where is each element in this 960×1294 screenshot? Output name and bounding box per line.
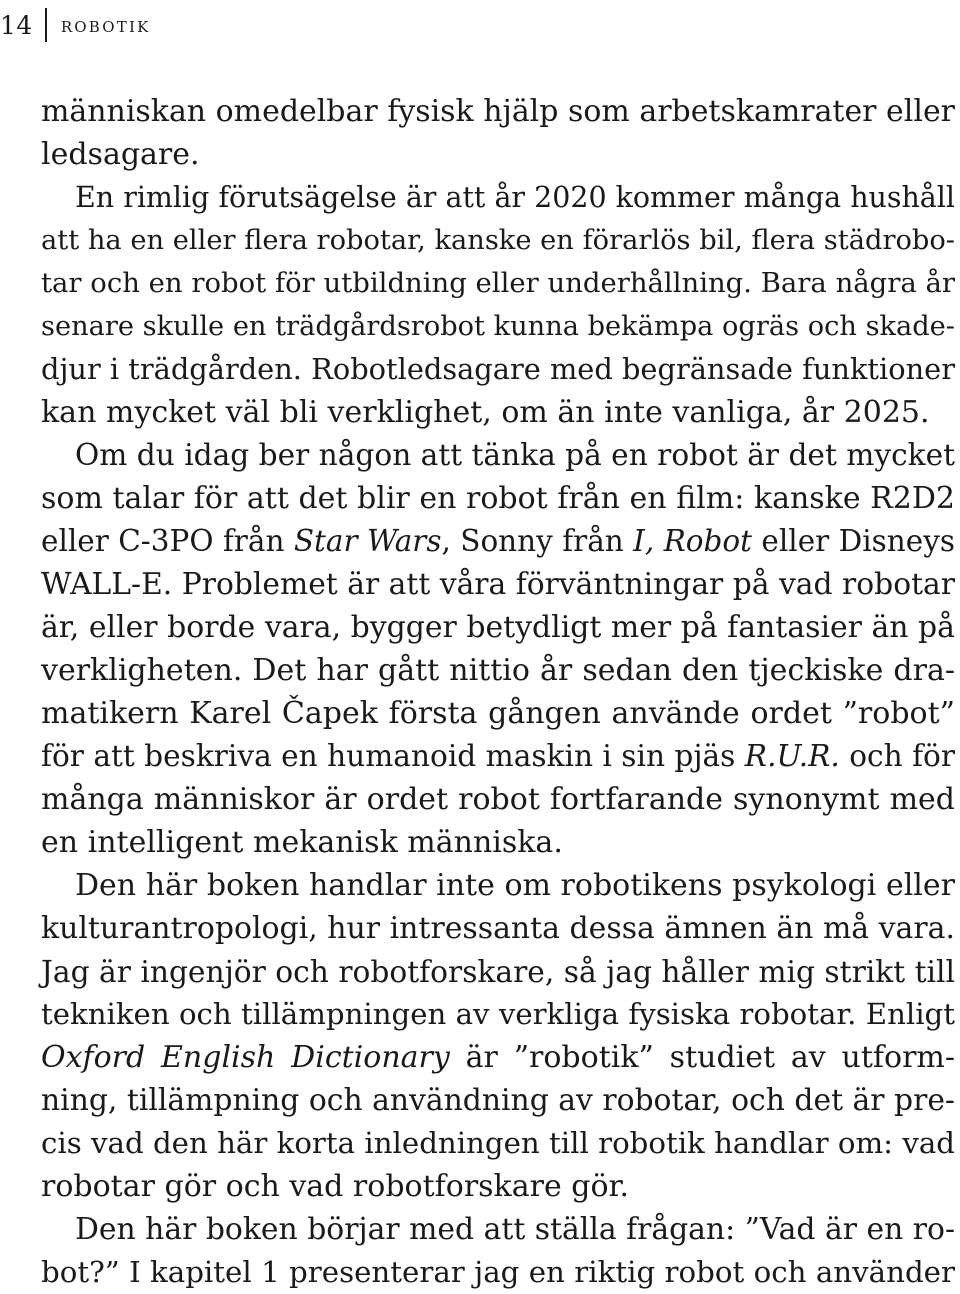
line-text: Jag är ingenjör och robotforskare, så jag håller mig strikt till — [41, 954, 956, 989]
line-text: Om du idag ber någon att tänka på en robot är det mycket — [75, 438, 956, 472]
body-text — [41, 90, 955, 1294]
text-line — [41, 778, 955, 821]
text-line — [41, 90, 955, 133]
text-line — [41, 864, 955, 907]
running-head-title: robotik — [60, 13, 151, 37]
running-head — [0, 8, 151, 42]
line-text: att ha en eller flera robotar, kanske en förarlös bil, flera städrobo- — [41, 225, 955, 256]
text-line — [41, 219, 955, 262]
line-text: tekniken och tillämpningen av verkliga fysiska robotar. Enligt — [41, 997, 955, 1031]
line-text: bot?” I kapitel 1 presenterar jag en riktig robot och använder — [41, 1255, 955, 1289]
italic-title-text: Star Wars — [293, 524, 442, 558]
line-text: är, eller borde vara, bygger betydligt mer på fantasier än på — [41, 610, 955, 645]
italic-title-text: Oxford English Dictionary — [41, 1040, 450, 1075]
text-line — [41, 692, 955, 735]
line-text: cis vad den här korta inledningen till robotik handlar om: vad — [41, 1126, 955, 1160]
text-line — [41, 649, 955, 692]
text-line — [41, 563, 955, 606]
text-line — [41, 735, 955, 778]
text-line — [41, 133, 955, 176]
line-text: kulturantropologi, hur intressanta dessa ämnen än må vara. — [41, 911, 955, 946]
text-line — [41, 907, 955, 950]
text-line — [41, 305, 955, 348]
text-line — [41, 434, 955, 477]
text-line — [41, 1251, 955, 1294]
text-line — [41, 520, 955, 563]
text-line — [41, 348, 955, 391]
text-line — [41, 1079, 955, 1122]
line-text: många människor är ordet robot fortfarande synonymt med — [41, 782, 955, 817]
line-text: En rimlig förutsägelse är att år 2020 kommer många hushåll — [75, 181, 955, 214]
line-text: tar och en robot för utbildning eller underhållning. Bara några år — [41, 267, 955, 299]
text-line — [41, 1208, 955, 1251]
page-number: 14 — [0, 10, 33, 40]
text-line — [41, 176, 955, 219]
line-text: för att beskriva en humanoid maskin i sin pjäs — [41, 739, 745, 773]
text-line — [41, 1165, 955, 1208]
line-text: , Sonny från — [441, 524, 634, 558]
line-text: Den här boken handlar inte om robotikens psykologi eller — [75, 868, 955, 903]
text-line — [41, 1036, 955, 1079]
line-text: en intelligent mekanisk människa. — [41, 825, 563, 860]
text-line — [41, 606, 955, 649]
line-text: djur i trädgården. Robotledsagare med begränsade funktioner — [41, 352, 955, 386]
text-line — [41, 993, 955, 1036]
text-line — [41, 477, 955, 520]
italic-title-text: R.U.R. — [744, 739, 840, 773]
line-text: som talar för att det blir en robot från en film: kanske R2D2 — [41, 481, 955, 516]
line-text: och för — [839, 739, 956, 773]
line-text: kan mycket väl bli verklighet, om än inte vanliga, år 2025. — [41, 395, 930, 430]
line-text: är ”robotik” studiet av utform- — [449, 1040, 955, 1075]
text-line — [41, 821, 955, 864]
line-text: senare skulle en trädgårdsrobot kunna bekämpa ogräs och skade- — [41, 311, 955, 342]
text-line — [41, 950, 955, 993]
line-text: eller Disneys — [751, 524, 955, 558]
line-text: människan omedelbar fysisk hjälp som arbetskamrater eller — [41, 94, 955, 129]
line-text: ning, tillämpning och användning av robotar, och det är pre- — [41, 1083, 955, 1118]
line-text: matikern Karel Čapek första gången använde ordet ”robot” — [41, 696, 955, 731]
line-text: verkligheten. Det har gått nittio år sedan den tjeckiske dra- — [41, 653, 955, 688]
italic-title-text: I, Robot — [633, 524, 752, 558]
text-line — [41, 262, 955, 305]
line-text: robotar gör och vad robotforskare gör. — [41, 1169, 630, 1204]
line-text: eller C-3PO från — [41, 524, 294, 558]
text-line — [41, 1122, 955, 1165]
line-text: Den här boken börjar med att ställa frågan: ”Vad är en ro- — [75, 1212, 956, 1247]
line-text: ledsagare. — [41, 137, 200, 172]
text-line — [41, 391, 955, 434]
line-text: WALL-E. Problemet är att våra förväntningar på vad robotar — [41, 567, 955, 602]
